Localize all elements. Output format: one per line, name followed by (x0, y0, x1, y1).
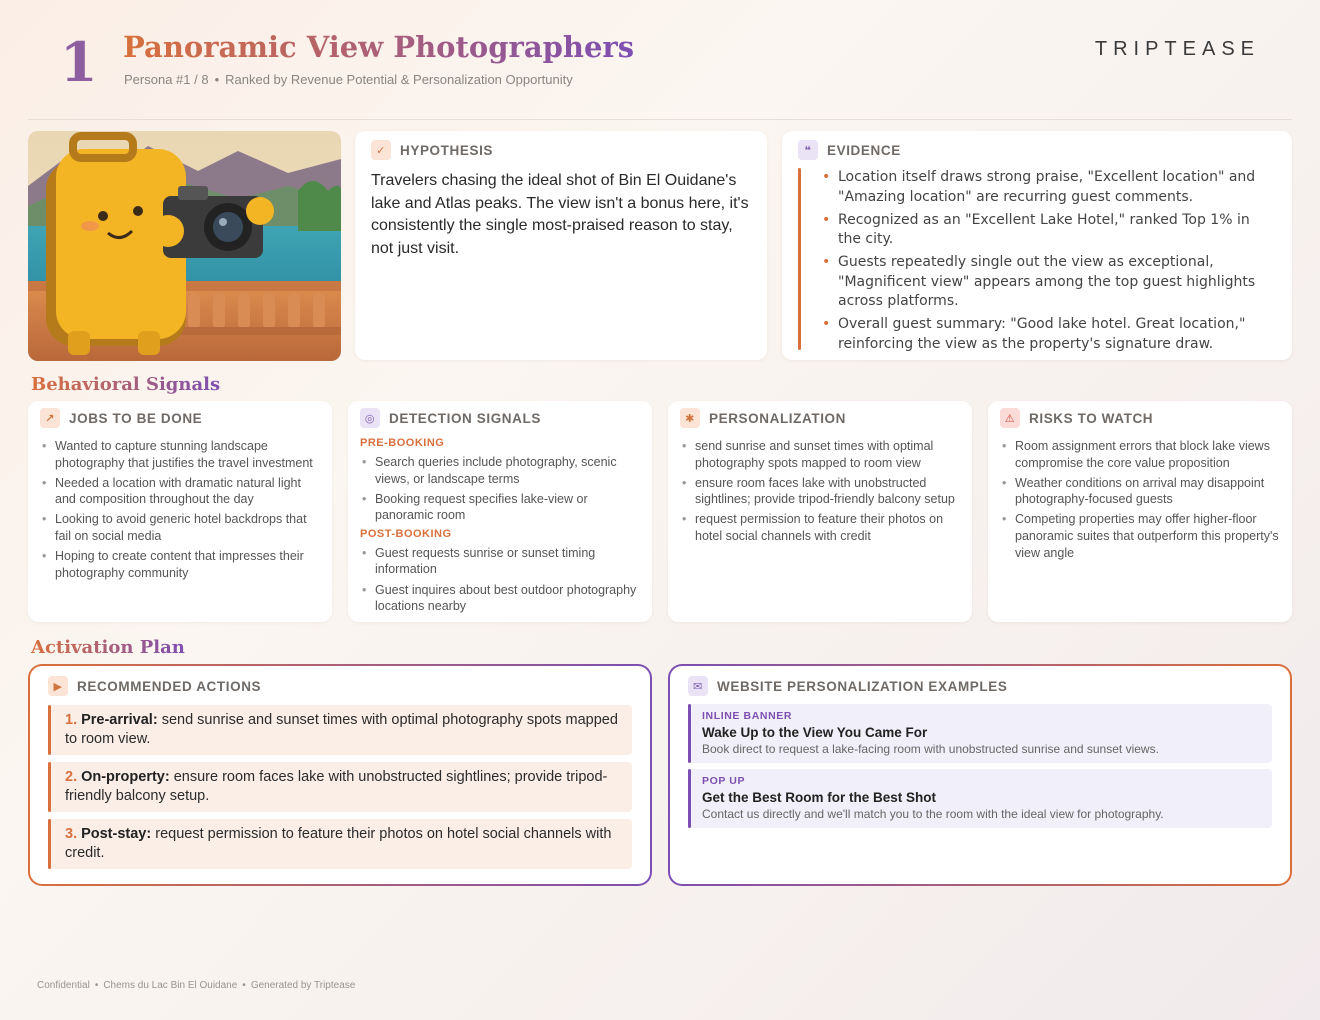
example-type: INLINE BANNER (702, 710, 793, 722)
evidence-item: • Location itself draws strong praise, "Excellent location" and "Amazing location" are recurring guest comments. (822, 168, 1276, 207)
jobs-label: JOBS TO BE DONE (69, 410, 203, 426)
quote-icon: ❝ (798, 140, 818, 160)
recommended-actions-card (28, 664, 652, 886)
evidence-item: • Recognized as an "Excellent Lake Hotel," ranked Top 1% in the city. (822, 211, 1276, 250)
persona-count: Persona #1 / 8 (124, 72, 209, 87)
ranking-note: Ranked by Revenue Potential & Personalization Opportunity (225, 72, 573, 87)
detection-signals-card (348, 401, 652, 622)
example-type: POP UP (702, 775, 746, 787)
evidence-item: • Guests repeatedly single out the view as exceptional, "Magnificent view" appears among the top guest highlights across platforms. (822, 253, 1276, 312)
evidence-label: EVIDENCE (827, 142, 901, 158)
risks-label: RISKS TO WATCH (1029, 410, 1154, 426)
persona-rank: 1 (60, 30, 98, 94)
list-item: • Needed a location with dramatic natural light and composition throughout the day (40, 475, 320, 508)
target-icon: ◎ (360, 408, 380, 428)
website-personalization-card (668, 664, 1292, 886)
actions-label: RECOMMENDED ACTIONS (77, 678, 262, 694)
evidence-list (798, 168, 1276, 354)
mail-icon: ✉ (688, 676, 708, 696)
play-icon: ▶ (48, 676, 68, 696)
example-description: Book direct to request a lake-facing room with unobstructed sunrise and sunset views. (702, 742, 1159, 756)
hypothesis-card (355, 131, 767, 360)
activation-plan-title: Activation Plan (31, 637, 185, 658)
action-item: 2. On-property: ensure room faces lake with unobstructed sightlines; provide tripod-friendly balcony setup. (48, 762, 632, 812)
personalization-label: PERSONALIZATION (709, 410, 846, 426)
evidence-card (782, 131, 1292, 360)
page-footer: Confidential • Chems du Lac Bin El Ouidane • Generated by Triptease (37, 980, 356, 991)
list-item: • Search queries include photography, scenic views, or landscape terms (360, 454, 640, 487)
post-booking-label: POST-BOOKING (360, 527, 452, 540)
hypothesis-text: Travelers chasing the ideal shot of Bin El Ouidane's lake and Atlas peaks. The view isn't a bonus here, it's consistently the single most-praised reason to stay, not just visit. (371, 172, 749, 257)
example-description: Contact us directly and we'll match you to the room with the ideal view for photography. (702, 807, 1164, 821)
example-title: Get the Best Room for the Best Shot (702, 790, 937, 805)
list-item: • ensure room faces lake with unobstructed sightlines; provide tripod-friendly balcony setup (680, 475, 960, 508)
list-item: • Looking to avoid generic hotel backdrops that fail on social media (40, 511, 320, 544)
page-title: Panoramic View Photographers (123, 30, 635, 64)
example-title: Wake Up to the View You Came For (702, 725, 928, 740)
action-item: 1. Pre-arrival: send sunrise and sunset times with optimal photography spots mapped to room view. (48, 705, 632, 755)
list-item: • request permission to feature their photos on hotel social channels with credit (680, 511, 960, 544)
list-item: • send sunrise and sunset times with optimal photography spots mapped to room view (680, 438, 960, 471)
action-item: 3. Post-stay: request permission to feature their photos on hotel social channels with credit. (48, 819, 632, 869)
list-item: • Weather conditions on arrival may disappoint photography-focused guests (1000, 475, 1280, 508)
footer-property: Chems du Lac Bin El Ouidane (103, 980, 238, 991)
list-item: • Booking request specifies lake-view or panoramic room (360, 491, 640, 524)
page-subtitle: Persona #1 / 8 • Ranked by Revenue Potential & Personalization Opportunity (124, 72, 573, 87)
pop-up-example (688, 769, 1272, 828)
persona-illustration (28, 131, 341, 361)
list-item: • Competing properties may offer higher-floor panoramic suites that outperform this property's view angle (1000, 511, 1280, 561)
hypothesis-label: HYPOTHESIS (400, 142, 494, 158)
page-header (28, 22, 1292, 120)
behavioral-signals-title: Behavioral Signals (31, 374, 221, 395)
inline-banner-example (688, 704, 1272, 763)
list-item: • Guest requests sunrise or sunset timing information (360, 545, 640, 578)
evidence-item: • Overall guest summary: "Good lake hotel. Great location," reinforcing the view as the property's signature draw. (822, 315, 1276, 354)
jobs-to-be-done-card (28, 401, 332, 622)
footer-confidential: Confidential (37, 980, 90, 991)
footer-generated: Generated by Triptease (250, 980, 356, 991)
list-item: • Room assignment errors that block lake views compromise the core value proposition (1000, 438, 1280, 471)
list-item: • Guest inquires about best outdoor photography locations nearby (360, 582, 640, 615)
examples-label: WEBSITE PERSONALIZATION EXAMPLES (717, 678, 1008, 694)
sparkle-icon: ✱ (680, 408, 700, 428)
list-item: • Hoping to create content that impresses their photography community (40, 548, 320, 581)
pre-booking-label: PRE-BOOKING (360, 437, 445, 449)
brand-logo: TRIPTEASE (1094, 38, 1260, 60)
list-item: • Wanted to capture stunning landscape photography that justifies the travel investment (40, 438, 320, 471)
personalization-card (668, 401, 972, 622)
warning-icon: ⚠ (1000, 408, 1020, 428)
risks-card (988, 401, 1292, 622)
detection-label: DETECTION SIGNALS (389, 410, 541, 426)
arrow-up-right-icon: ↗ (40, 408, 60, 428)
check-icon: ✓ (371, 140, 391, 160)
